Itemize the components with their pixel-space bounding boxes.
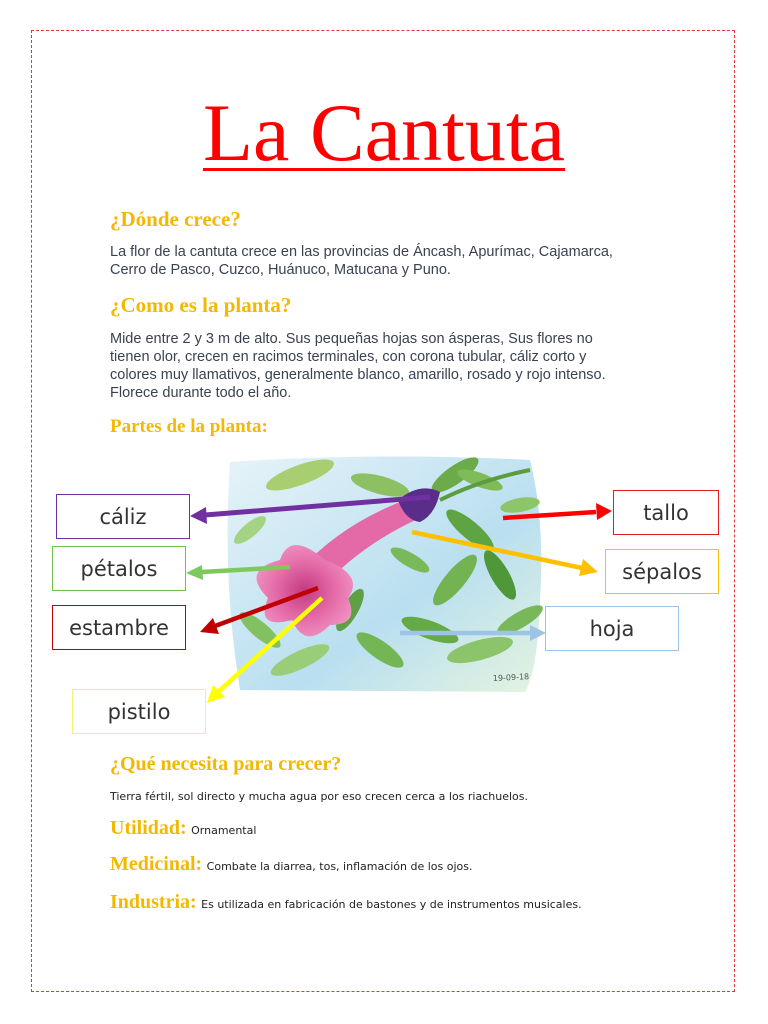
text-line: Mide entre 2 y 3 m de alto. Sus pequeñas hojas son ásperas, Sus flores no xyxy=(110,331,593,347)
fact-text: Ornamental xyxy=(191,824,257,837)
text-necesita: Tierra fértil, sol directo y mucha agua por eso crecen cerca a los riachuelos. xyxy=(110,790,529,803)
signature-text: 19-09-18 xyxy=(492,672,530,683)
label-tallo: tallo xyxy=(613,490,719,535)
fact-label: Industria: xyxy=(110,891,197,913)
label-petalos: pétalos xyxy=(52,546,186,591)
arrow-estambre xyxy=(200,588,318,634)
heading-como-es: ¿Como es la planta? xyxy=(110,293,292,317)
fact-label: Utilidad: xyxy=(110,817,187,839)
text-line: Cerro de Pasco, Cuzco, Huánuco, Matucana y Puno. xyxy=(110,262,451,278)
fact-text: Combate la diarrea, tos, inflamación de los ojos. xyxy=(206,860,473,873)
label-sepalos: sépalos xyxy=(605,549,719,594)
fact-text: Es utilizada en fabricación de bastones y de instrumentos musicales. xyxy=(201,898,582,911)
arrow-sepalos xyxy=(412,532,598,576)
heading-partes: Partes de la planta: xyxy=(110,416,268,437)
arrow-pistilo xyxy=(207,598,322,703)
arrow-hoja xyxy=(400,625,546,641)
text-line: La flor de la cantuta crece en las provincias de Áncash, Apurímac, Cajamarca, xyxy=(110,244,613,260)
fact-industria xyxy=(110,892,582,913)
arrow-tallo xyxy=(503,503,612,520)
page-title: La Cantuta xyxy=(202,87,566,178)
arrow-petalos xyxy=(186,565,290,580)
fact-label: Medicinal: xyxy=(110,853,203,875)
label-pistilo: pistilo xyxy=(72,689,206,734)
text-line: Florece durante todo el año. xyxy=(110,385,292,401)
label-hoja: hoja xyxy=(545,606,679,651)
text-line: colores muy llamativos, generalmente blanco, amarillo, rosado y rojo intenso. xyxy=(110,367,606,383)
label-caliz: cáliz xyxy=(56,494,190,539)
arrow-caliz xyxy=(190,497,430,524)
text-line: tienen olor, crecen en racimos terminales, con corona tubular, cáliz corto y xyxy=(110,349,587,365)
heading-donde-crece: ¿Dónde crece? xyxy=(110,207,241,231)
heading-necesita: ¿Qué necesita para crecer? xyxy=(110,753,342,775)
fact-medicinal xyxy=(110,854,473,875)
label-estambre: estambre xyxy=(52,605,186,650)
fact-utilidad xyxy=(110,818,256,839)
